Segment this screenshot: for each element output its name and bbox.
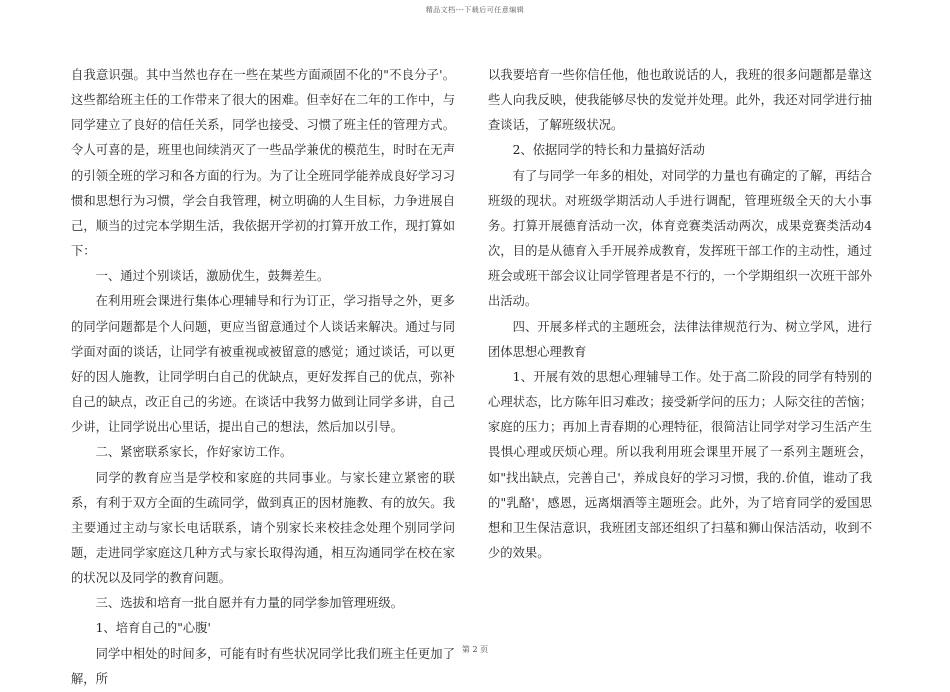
section-heading: 二、紧密联系家长，作好家访工作。 (95, 445, 293, 460)
paragraph: 1、开展有效的思想心理辅导工作。处于高二阶段的同学有特别的心理状态，比方陈年旧习难改；接受新学问的压力；人际交往的苦恼；家庭的压力；再加上青春期的心理特征，很简洁让同学对学习生活产生畏惧心理或厌烦心理。所以我利用班会课里开展了一系列主题班会，如"找出缺点，完善自己'，养成良好的学习习惯，我的.价值，谁动了我的"乳酪'，感恩，远离烟酒等主题班会。此外，为了培育同学的爱国思想和卫生保洁意识，我班团支部还组织了扫墓和狮山保洁活动，收到不少的效果。 (488, 369, 872, 560)
page-header: 精品文档---下载后可任意编辑 (425, 6, 525, 14)
section-heading: 一、通过个别谈话，激励优生，鼓舞差生。 (95, 269, 330, 284)
paragraph: 在利用班会课进行集体心理辅导和行为订正，学习指导之外，更多的同学问题都是个人问题，更应当留意通过个人谈话来解决。通过与同学面对面的谈话，让同学有被重视或被留意的感觉；通过谈话，可以更好的因人施教，让同学明白自己的优缺点，更好发挥自己的优点，弥补自己的缺点，改正自己的劣迹。在谈话中我努力做到让同学多讲，自己少讲，让同学说出心里话，提出自己的想法，然后加以引导。 (71, 294, 455, 435)
left-column (71, 63, 455, 692)
paragraph: 同学中相处的时间多，可能有时有些状况同学比我们班主任更加了解，所 (71, 646, 455, 686)
paragraph: 自我意识强。其中当然也存在一些在某些方面顽固不化的"不良分子'。这些都给班主任的工作带来了很大的困难。但幸好在二年的工作中，与同学建立了良好的信任关系，同学也接受、习惯了班主任的管理方式。令人可喜的是，班里也间续消灭了一些品学兼优的模范生，时时在无声的引领全班的学习和各方面的行为。为了让全班同学能养成良好学习习惯和思想行为习惯，学会自我管理，树立明确的人生目标，力争进展自己，顺当的过完本学期生活，我依据开学初的打算开放工作，现打算如下： (71, 68, 455, 259)
paragraph: 有了与同学一年多的相处，对同学的力量也有确定的了解，再结合班级的现状。对班级学期活动人手进行调配，管理班级全天的大小事务。打算开展德育活动一次，体育竞赛类活动两次，成果竞赛类活动4次，目的是从德育入手开展养成教育，发挥班干部工作的主动性，通过班会或班干部会议让同学管理者是不行的，一个学期组织一次班干部外出活动。 (488, 168, 872, 309)
right-column (488, 63, 872, 566)
section-heading: 三、选拔和培育一批自愿并有力量的同学参加管理班级。 (95, 596, 404, 611)
section-heading: 四、开展多样式的主题班会，法律法律规范行为、树立学风，进行团体思想心理教育 (488, 319, 872, 359)
subsection-heading: 1、培育自己的"心腹' (95, 621, 211, 636)
subsection-heading: 2、依据同学的特长和力量搞好活动 (512, 143, 705, 158)
paragraph: 以我要培育一些你信任他，他也敢说话的人，我班的很多问题都是靠这些人向我反映，使我能够尽快的发觉并处理。此外，我还对同学进行抽查谈话，了解班级状况。 (488, 68, 872, 133)
paragraph: 同学的教育应当是学校和家庭的共同事业。与家长建立紧密的联系，有利于双方全面的生疏同学，做到真正的因材施教、有的放矢。我主要通过主动与家长电话联系，请个别家长来校挂念处理个别同学问题，走进同学家庭这几种方式与家长取得沟通，相互沟通同学在校在家的状况以及同学的教育问题。 (71, 470, 455, 586)
page-number: 第 2 页 (461, 645, 489, 654)
